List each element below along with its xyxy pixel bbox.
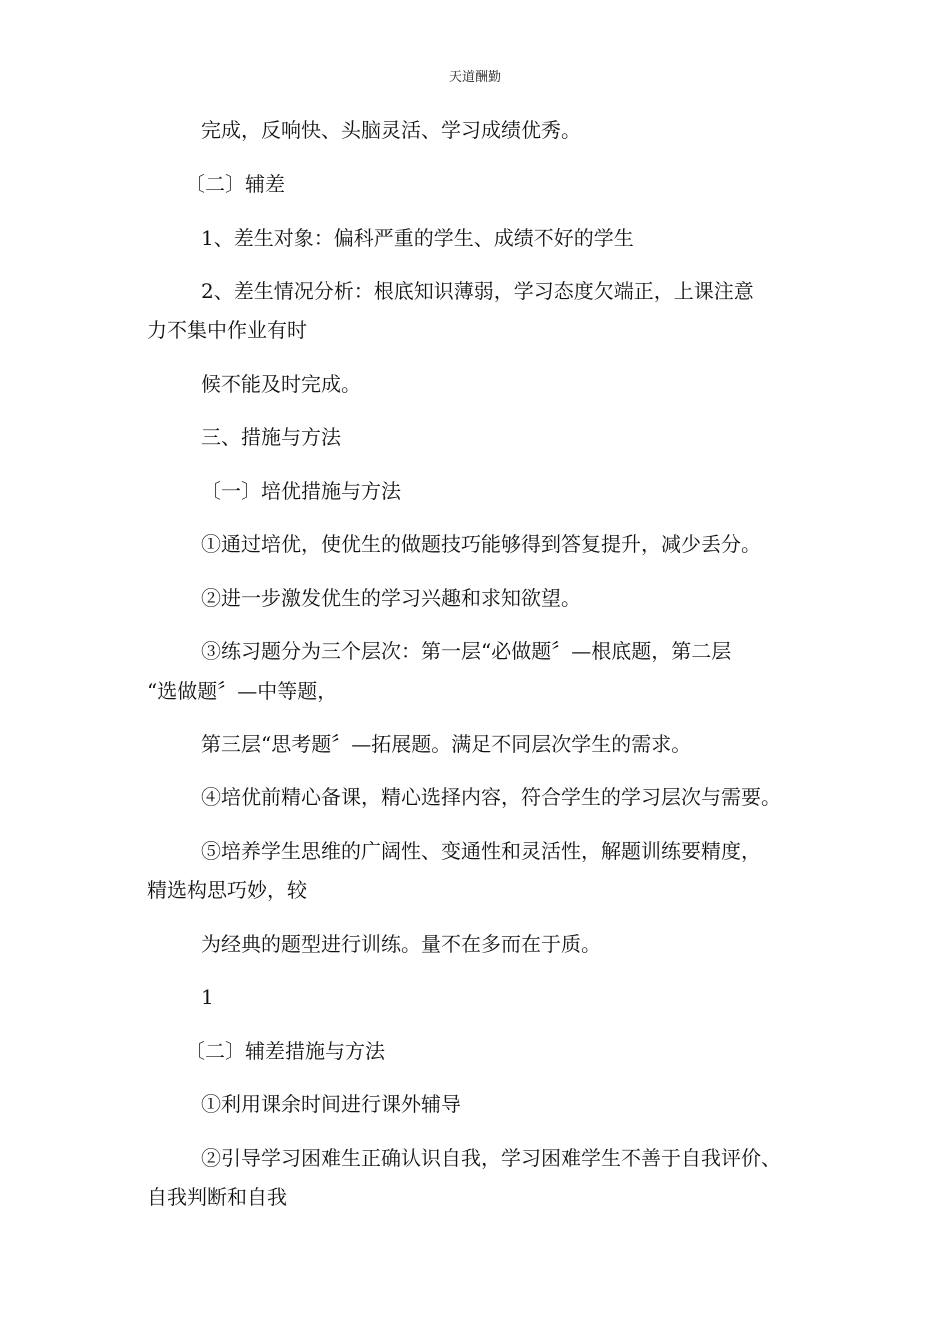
text-line-13: 第三层“思考题〞—拓展题。满足不同层次学生的需求。 — [201, 732, 692, 756]
text-line-14: ④培优前精心备课，精心选择内容，符合学生的学习层次与需要。 — [201, 785, 781, 809]
text-line-9: ①通过培优，使优生的做题技巧能够得到答复提升，减少丢分。 — [201, 532, 761, 556]
text-line-3: 1、差生对象：偏科严重的学生、成绩不好的学生 — [201, 226, 634, 250]
text-line-16: 精选构思巧妙，较 — [147, 878, 307, 902]
text-line-12: “选做题〞—中等题， — [147, 679, 338, 703]
subsection-heading-peiyou: 〔一〕培优措施与方法 — [201, 479, 401, 503]
text-line-15: ⑤培养学生思维的广阔性、变通性和灵活性，解题训练要精度， — [201, 839, 761, 863]
text-line-6: 候不能及时完成。 — [201, 372, 361, 396]
page-header: 天道酬勤 — [448, 70, 501, 85]
text-line-4: 2、差生情况分析：根底知识薄弱，学习态度欠端正，上课注意 — [201, 279, 754, 303]
section-heading-fucha: 〔二〕辅差 — [185, 172, 285, 196]
text-line-10: ②进一步激发优生的学习兴趣和求知欲望。 — [201, 586, 581, 610]
text-line-21: ②引导学习困难生正确认识自我，学习困难学生不善于自我评价、 — [201, 1146, 781, 1170]
text-line-17: 为经典的题型进行训练。量不在多而在于质。 — [201, 932, 601, 956]
text-line-1: 完成，反响快、头脑灵活、学习成绩优秀。 — [201, 118, 581, 142]
text-line-11: ③练习题分为三个层次：第一层“必做题〞—根底题，第二层 — [201, 639, 732, 663]
page-number: 1 — [201, 985, 214, 1009]
subsection-heading-fucha: 〔二〕辅差措施与方法 — [185, 1039, 385, 1063]
text-line-20: ①利用课余时间进行课外辅导 — [201, 1092, 461, 1116]
text-line-22: 自我判断和自我 — [147, 1185, 287, 1209]
section-heading-measures: 三、措施与方法 — [201, 425, 341, 449]
text-line-5: 力不集中作业有时 — [147, 318, 307, 342]
